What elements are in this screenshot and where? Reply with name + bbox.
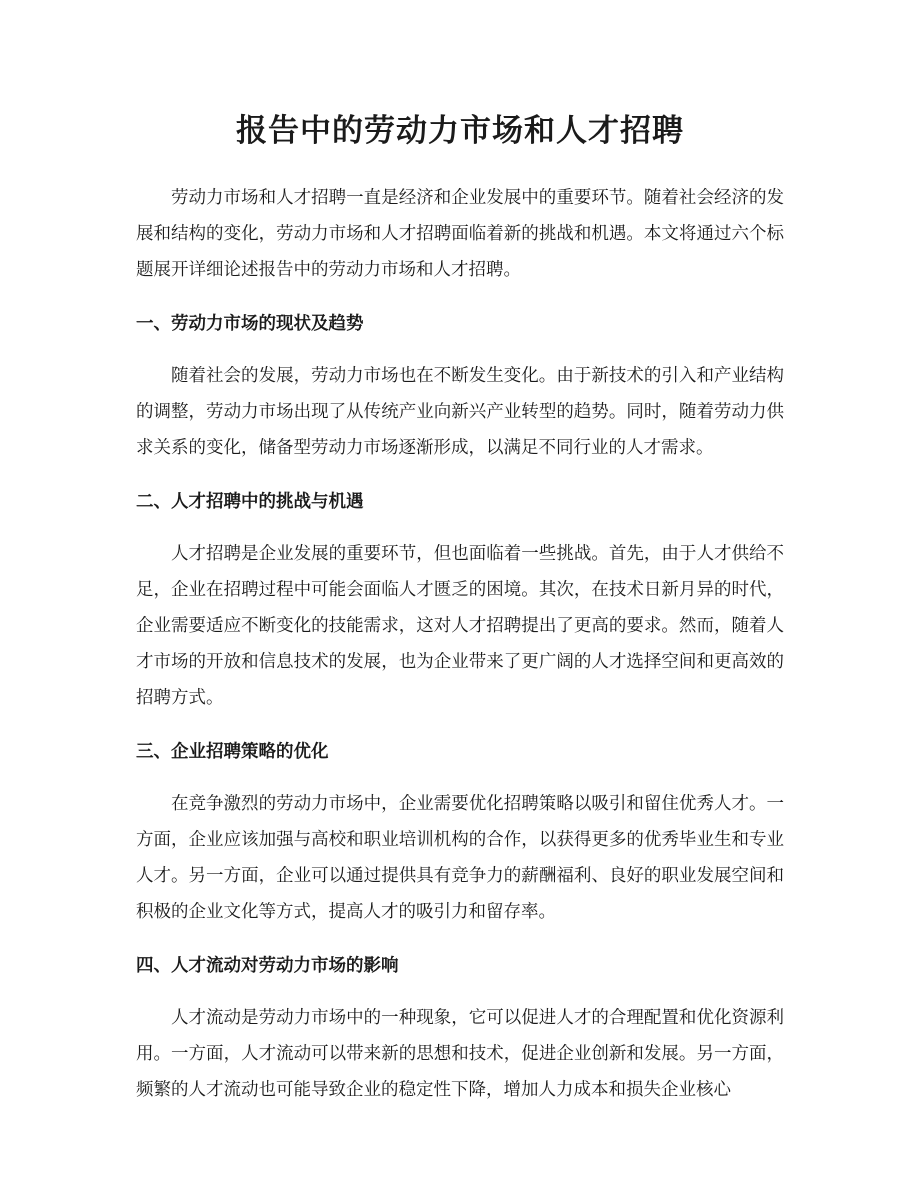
document-body bbox=[136, 180, 784, 1108]
intro-paragraph: 劳动力市场和人才招聘一直是经济和企业发展中的重要环节。随着社会经济的发展和结构的变化，劳动力市场和人才招聘面临着新的挑战和机遇。本文将通过六个标题展开详细论述报告中的劳动力市场和人才招聘。 bbox=[136, 188, 784, 280]
section-heading-4: 四、人才流动对劳动力市场的影响 bbox=[136, 956, 399, 976]
spacer bbox=[136, 342, 784, 358]
section-paragraph-2: 人才招聘是企业发展的重要环节，但也面临着一些挑战。首先，由于人才供给不足，企业在招聘过程中可能会面临人才匮乏的困境。其次，在技术日新月异的时代，企业需要适应不断变化的技能需求，这对人才招聘提出了更高的要求。然而，随着人才市场的开放和信息技术的发展，也为企业带来了更广阔的人才选择空间和更高效的招聘方式。 bbox=[136, 544, 784, 708]
section-paragraph-4: 人才流动是劳动力市场中的一种现象，它可以促进人才的合理配置和优化资源利用。一方面，人才流动可以带来新的思想和技术，促进企业创新和发展。另一方面，频繁的人才流动也可能导致企业的稳定性下降，增加人力成本和损失企业核心 bbox=[136, 1008, 784, 1100]
section-paragraph-1: 随着社会的发展，劳动力市场也在不断发生变化。由于新技术的引入和产业结构的调整，劳动力市场出现了从传统产业向新兴产业转型的趋势。同时，随着劳动力供求关系的变化，储备型劳动力市场逐渐形成，以满足不同行业的人才需求。 bbox=[136, 366, 784, 458]
spacer bbox=[136, 520, 784, 536]
spacer bbox=[136, 288, 784, 306]
section-heading-1: 一、劳动力市场的现状及趋势 bbox=[136, 314, 364, 334]
document-title: 报告中的劳动力市场和人才招聘 bbox=[236, 113, 684, 149]
spacer bbox=[136, 930, 784, 948]
spacer bbox=[136, 716, 784, 734]
section-heading-2: 二、人才招聘中的挑战与机遇 bbox=[136, 492, 364, 512]
section-heading-3: 三、企业招聘策略的优化 bbox=[136, 742, 329, 762]
section-paragraph-3: 在竞争激烈的劳动力市场中，企业需要优化招聘策略以吸引和留住优秀人才。一方面，企业应该加强与高校和职业培训机构的合作，以获得更多的优秀毕业生和专业人才。另一方面，企业可以通过提供具有竞争力的薪酬福利、良好的职业发展空间和积极的企业文化等方式，提高人才的吸引力和留存率。 bbox=[136, 794, 784, 922]
spacer bbox=[136, 466, 784, 484]
spacer bbox=[136, 984, 784, 1000]
spacer bbox=[136, 770, 784, 786]
